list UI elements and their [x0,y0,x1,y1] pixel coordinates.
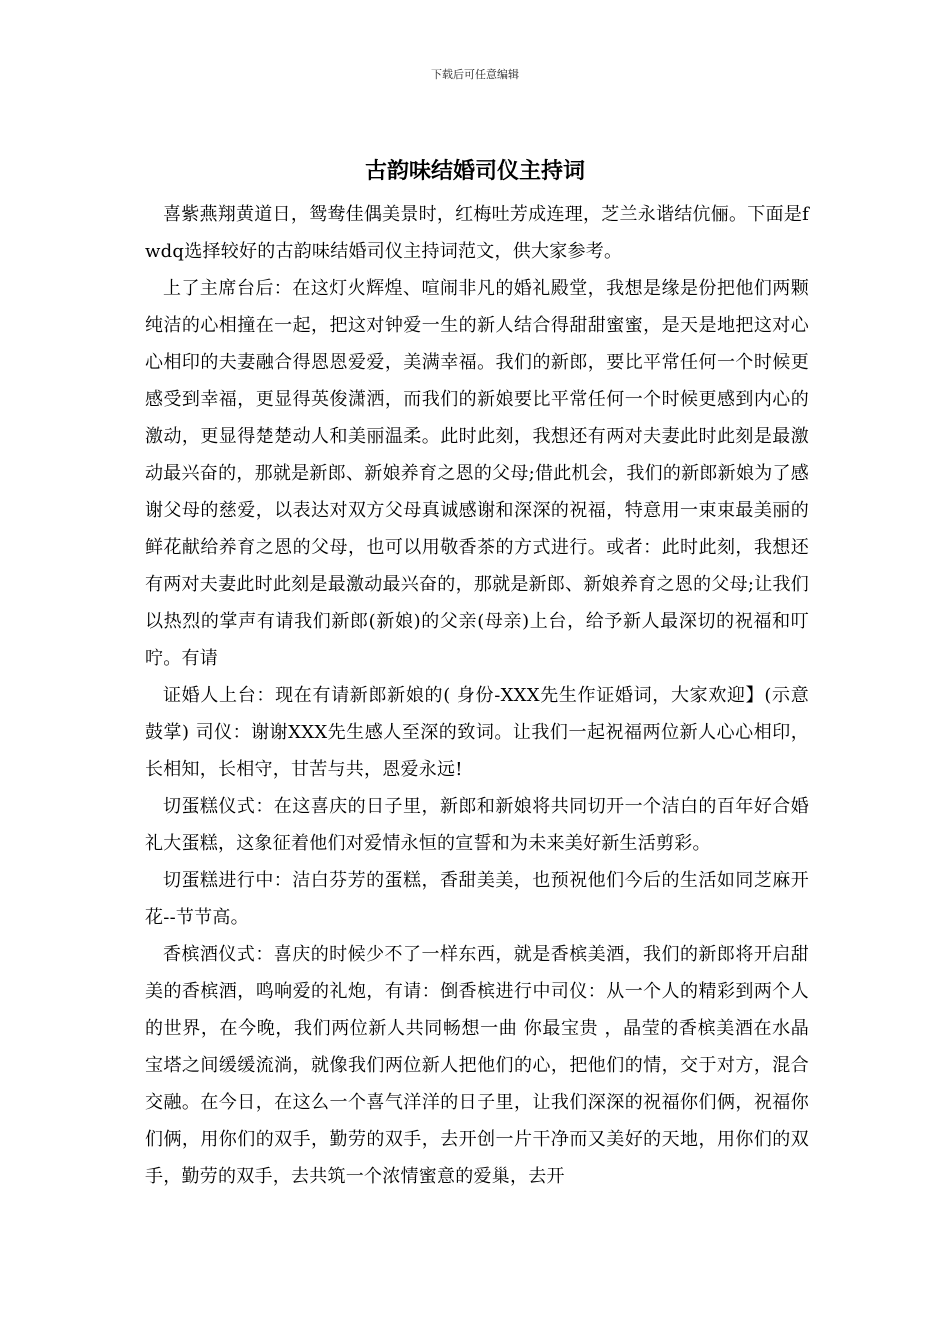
document-body [145,196,809,1195]
paragraph-witness: 证婚人上台：现在有请新郎新娘的( 身份-XXX先生作证婚词，大家欢迎】(示意鼓掌) 司仪：谢谢XXX先生感人至深的致词。让我们一起祝福两位新人心心相印，长相知，长相守，甘苦与共，恩爱永远! [145,685,809,780]
paragraph-cake-ceremony: 切蛋糕仪式：在这喜庆的日子里，新郎和新娘将共同切开一个洁白的百年好合婚礼大蛋糕，这象征着他们对爱情永恒的宣誓和为未来美好新生活剪彩。 [145,796,809,854]
header-note: 下载后可任意编辑 [431,68,519,81]
paragraph-cake-cutting: 切蛋糕进行中：洁白芬芳的蛋糕，香甜美美，也预祝他们今后的生活如同芝麻开花--节节高。 [145,870,809,928]
paragraph-podium: 上了主席台后：在这灯火辉煌、喧闹非凡的婚礼殿堂，我想是缘是份把他们两颗纯洁的心相撞在一起，把这对钟爱一生的新人结合得甜甜蜜蜜，是天是地把这对心心相印的夫妻融合得恩恩爱爱，美满幸福。我们的新郎，要比平常任何一个时候更感受到幸福，更显得英俊潇洒，而我们的新娘要比平常任何一个时候更感到内心的激动，更显得楚楚动人和美丽温柔。此时此刻，我想还有两对夫妻此时此刻是最激动最兴奋的，那就是新郎、新娘养育之恩的父母;借此机会，我们的新郎新娘为了感谢父母的慈爱，以表达对双方父母真诚感谢和深深的祝福，特意用一束束最美丽的鲜花献给养育之恩的父母，也可以用敬香茶的方式进行。或者：此时此刻，我想还有两对夫妻此时此刻是最激动最兴奋的，那就是新郎、新娘养育之恩的父母;让我们以热烈的掌声有请我们新郎(新娘)的父亲(母亲)上台，给予新人最深切的祝福和叮咛。有请 [145,278,809,669]
paragraph-intro: 喜紫燕翔黄道日，鸳鸯佳偶美景时，红梅吐芳成连理，芝兰永谐结伉俪。下面是fwdq选择较好的古韵味结婚司仪主持词范文，供大家参考。 [145,204,809,262]
paragraph-champagne: 香槟酒仪式：喜庆的时候少不了一样东西，就是香槟美酒，我们的新郎将开启甜美的香槟酒，鸣响爱的礼炮，有请：倒香槟进行中司仪：从一个人的精彩到两个人的世界，在今晚，我们两位新人共同畅想一曲 你最宝贵 ，晶莹的香槟美酒在水晶宝塔之间缓缓流淌，就像我们两位新人把他们的心，把他们的情，交于对方，混合交融。在今日，在这么一个喜气洋洋的日子里，让我们深深的祝福你们俩，祝福你们俩，用你们的双手，勤劳的双手，去开创一片干净而又美好的天地，用你们的双手，勤劳的双手，去共筑一个浓情蜜意的爱巢，去开 [145,944,809,1187]
document-title: 古韵味结婚司仪主持词 [364,158,585,184]
